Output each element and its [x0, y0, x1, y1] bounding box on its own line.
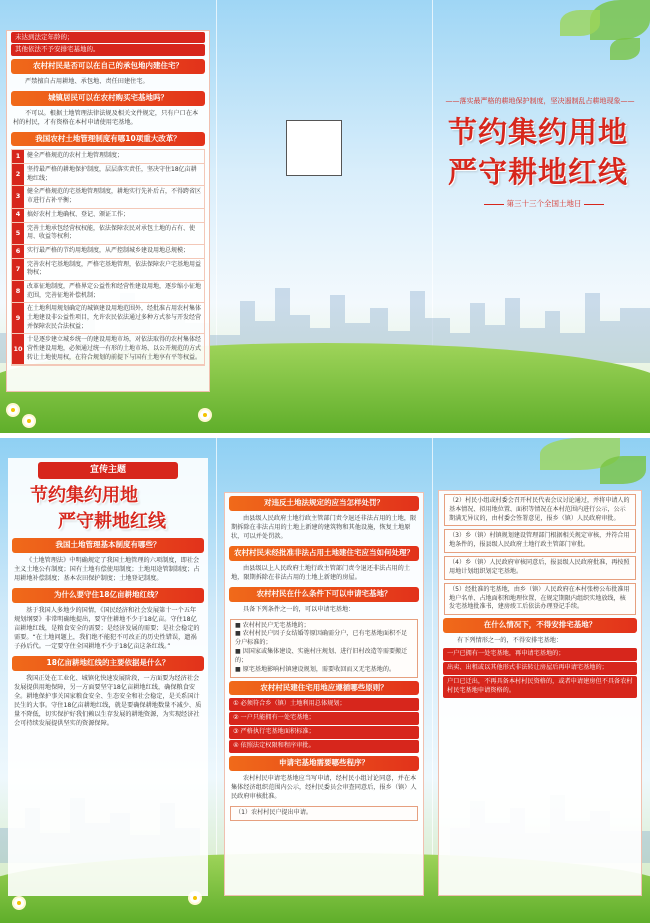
question-heading: 申请宅基地需要哪些程序？: [229, 756, 419, 771]
reform-number: 8: [12, 281, 24, 302]
deny-item: 一户已拥有一处宅基地，再申请宅基地的；: [443, 648, 637, 661]
procedure-step: （4）乡（镇）人民政府审核同意后，报县级人民政府批准，再按照用地计划组织划定宅基地。: [444, 556, 636, 580]
reform-number: 9: [12, 303, 24, 333]
reform-row: [12, 186, 204, 208]
reform-text: 完善农村宅基地制度，严格宅基地管理，依法保障农户宅基地用益物权；: [27, 260, 202, 277]
bullet-item: 未达到法定年龄的；: [11, 32, 205, 43]
reform-number: 3: [12, 186, 24, 207]
answer-text: 基于我国人多地少的国情，《国民经济和社会发展第十一个五年规划纲要》非常明确地提出，要守住耕地不少于18亿亩。守住18亿亩耕地红线，是粮食安全的需要；是经济发展的需要；是社会稳定的需要。“在土地问题上，我们绝不能犯不可改正的历史性错误，遗祸子孙后代。一定要守住全国耕地不少于18亿亩这条红线。”: [14, 606, 200, 650]
question-heading: 在什么情况下，不得安排宅基地？: [443, 618, 637, 633]
reform-text: 改革征地制度，严格界定公益性和经营性建设用地，逐步缩小征地范围，完善征地补偿机制；: [27, 282, 202, 299]
reform-number: 7: [12, 259, 24, 280]
deny-item: 出卖、出租或以其他形式非法转让房屋后再申请宅基地的；: [443, 662, 637, 675]
leaf-decoration: [600, 456, 646, 484]
question-heading: 对违反土地法规定的应当怎样处罚？: [229, 496, 419, 511]
reform-row: [12, 259, 204, 281]
reform-row: [12, 245, 204, 259]
brochure-outside: [0, 0, 650, 433]
answer-text: 具备下列条件之一的，可以申请宅基地：: [243, 605, 355, 613]
reform-row: [12, 281, 204, 303]
panel-theme: [8, 458, 208, 896]
cover-slogan: ——落实最严格的耕地保护制度，坚决遏制乱占耕地现象——: [445, 97, 635, 105]
question-heading: 18亿亩耕地红线的主要依据是什么？: [12, 656, 204, 671]
question-heading: 城镇居民可以在农村购买宅基地吗？: [11, 91, 205, 106]
reform-text: 健全严格规范的农村土地管理制度；: [27, 152, 124, 160]
reform-row: [12, 334, 204, 365]
panel-homestead-rules: [224, 492, 424, 896]
principle-item: ③ 严格执行宅基地面积标准；: [229, 726, 419, 739]
reform-row: [12, 223, 204, 245]
answer-text: 我国正处在工业化、城镇化快速发展阶段，一方面要为经济社会发展提供用地保障，另一方面要坚守18亿亩耕地红线，确保粮食安全。耕地保护事关国家粮食安全、生态安全和社会稳定，是关系国计民生的大事。守住18亿亩耕地红线，就是要确保耕地数量不减少、质量不降低，切实保护好我们赖以生存发展的耕地资源，为实现经济社会可持续发展提供坚实的资源保障。: [14, 674, 202, 727]
theme-tag: 宣传主题: [38, 462, 178, 479]
inner-title-line2: 严守耕地红线: [58, 511, 166, 533]
leaf-decoration: [610, 38, 640, 60]
condition-item: ■ 农村村民户因子女结婚等原因确需分户，已有宅基地面积不足分户标准的；: [235, 630, 408, 647]
reform-number: 1: [12, 150, 24, 163]
flower-decoration: [8, 405, 18, 415]
reform-text: 完善土地承包经营权权能，依法保障农民对承包土地的占有、使用、收益等权利；: [27, 224, 196, 241]
deny-item: 户口已迁出，不再具备本村村民资格的，或者申请建房但不具备农村村民宅基地申请资格的。: [443, 676, 637, 698]
flower-decoration: [24, 416, 34, 426]
answer-text: 由县级人民政府土地行政主管部门责令退还非法占用的土地，限期拆除在非法占用的土地上新建的建筑物和其他设施，恢复土地原状，可以并处罚款。: [231, 514, 417, 540]
flower-decoration: [200, 410, 210, 420]
answer-text: 农村村民申请宅基地应当写申请，经村民小组讨论同意，并在本集体经济组织范围内公示，经村民委员会审查同意后，报乡（镇）人民政府审核批准。: [231, 775, 417, 801]
reform-row: [12, 150, 204, 164]
question-heading: 我国土地管理基本制度有哪些？: [12, 538, 204, 553]
reform-text: 在土地利用规划确定的城镇建设用地范围外，经批准占用农村集体土地建设非公益性项目，允许农民依法通过多种方式参与开发经营并保障农民合法权益；: [27, 305, 202, 330]
reform-row: [12, 209, 204, 223]
badge-text: 第三十三个全国土地日: [506, 199, 582, 208]
reform-row: [12, 164, 204, 186]
panel-procedures: [438, 490, 642, 896]
qr-code-placeholder: [286, 120, 342, 176]
procedure-step: （3）乡（镇）村镇规划建设管理部门根据相关规定审核，并符合用地条件的，报县级人民政府土地行政主管部门审批。: [444, 529, 636, 553]
bullet-item: 其他依法不予安排宅基地的。: [11, 44, 205, 55]
leaf-decoration: [560, 10, 600, 36]
question-heading: 农村村民在什么条件下可以申请宅基地？: [229, 587, 419, 602]
reform-text: 健全严格规范的宅基地管理制度，耕地实行先补后占，不得跨省区市进行占补平衡；: [27, 188, 202, 205]
procedure-step: （2）村民小组或村委会召开村民代表会议讨论通过，并将申请人的基本情况、拟用地位置、面积等情况在本村范围内进行公示，公示期满无异议的，由村委会签署意见，报乡（镇）人民政府审批。: [444, 494, 636, 526]
cover-badge: [479, 198, 609, 209]
question-heading: 农村村民是否可以在自己的承包地内建住宅？: [11, 59, 205, 74]
question-heading: 我国农村土地管理制度有哪10项重大改革？: [11, 132, 205, 147]
reform-text: 实行最严格的节约用地制度，从严控制城乡建设用地总规模；: [27, 246, 190, 254]
reform-number: 5: [12, 223, 24, 244]
condition-item: ■ 因国家或集体建设、实施村庄规划、进行旧村改造等需要搬迁的；: [235, 648, 408, 664]
reform-number: 2: [12, 164, 24, 185]
panel-housing-rules: [6, 30, 210, 392]
answer-text: 由县级以上人民政府土地行政主管部门责令退还非法占用的土地，限期拆除在非法占用的土地上新建的房屋。: [231, 564, 411, 581]
reform-number: 10: [12, 334, 24, 364]
condition-item: ■ 原宅基地影响村镇建设规划，需要收回而又无宅基地的。: [235, 665, 396, 673]
question-heading: 农村村民建住宅用地应遵循哪些原则？: [229, 681, 419, 696]
reform-text: 坚持最严格的耕地保护制度，层层落实责任，坚决守住18亿亩耕地红线；: [27, 166, 197, 182]
procedure-step: （1）农村村民户提出申请。: [230, 806, 418, 821]
reform-list: [11, 149, 205, 366]
inner-title-line1: 节约集约用地: [30, 485, 138, 507]
principle-item: ④ 依照法定权限和程序审批。: [229, 740, 419, 753]
reform-text: 搞好农村土地确权、登记、颁证工作；: [27, 210, 130, 218]
answer-text: 严禁擅自占用耕地、承包地、责任田建住宅。: [25, 77, 149, 85]
flower-decoration: [14, 898, 24, 908]
reform-text: 十是逐步建立城乡统一的建设用地市场，对依法取得的农村集体经营性建设用地，必须通过统一有形的土地市场、以公开规范的方式转让土地使用权，在符合规划的前提下与国有土地享有平等权益。: [27, 336, 202, 361]
condition-item: ■ 农村村民户无宅基地的；: [235, 621, 310, 629]
principle-item: ① 必须符合乡（镇）土地利用总体规划；: [229, 698, 419, 711]
reform-number: 4: [12, 209, 24, 222]
question-heading: 农村村民未经批准非法占用土地建住宅应当如何处理？: [229, 546, 419, 561]
brochure-inside: [0, 438, 650, 923]
cover-title-line2: 严守耕地红线: [448, 155, 629, 189]
question-heading: 为什么要守住18亿亩耕地红线？: [12, 588, 204, 603]
answer-text: 有下列情形之一的，不得安排宅基地：: [457, 637, 563, 645]
answer-text: 《土地管理法》中明确规定了我国土地管理的六项制度，即社会主义土地公有制度；国有土地有偿使用制度；土地用途管制制度；占用耕地补偿制度；基本农田保护制度；土地登记制度。: [14, 557, 200, 583]
condition-list: [230, 619, 418, 678]
procedure-step: （5）经批准的宅基地，由乡（镇）人民政府在本村张榜公布批准用地户名单、占地面积和地理位置，在规定期限内组织实地放线，核发宅基地批准书，建房竣工后依法办理登记手续。: [444, 583, 636, 615]
cover-title-line1: 节约集约用地: [448, 115, 629, 149]
answer-text: 不可以。根据土地管理法律法规及相关文件规定，只有户口在本村的村民，才有资格在本村申请使用宅基地。: [13, 109, 199, 126]
reform-number: 6: [12, 245, 24, 258]
reform-row: [12, 303, 204, 334]
principle-item: ② 一户只能拥有一处宅基地；: [229, 712, 419, 725]
